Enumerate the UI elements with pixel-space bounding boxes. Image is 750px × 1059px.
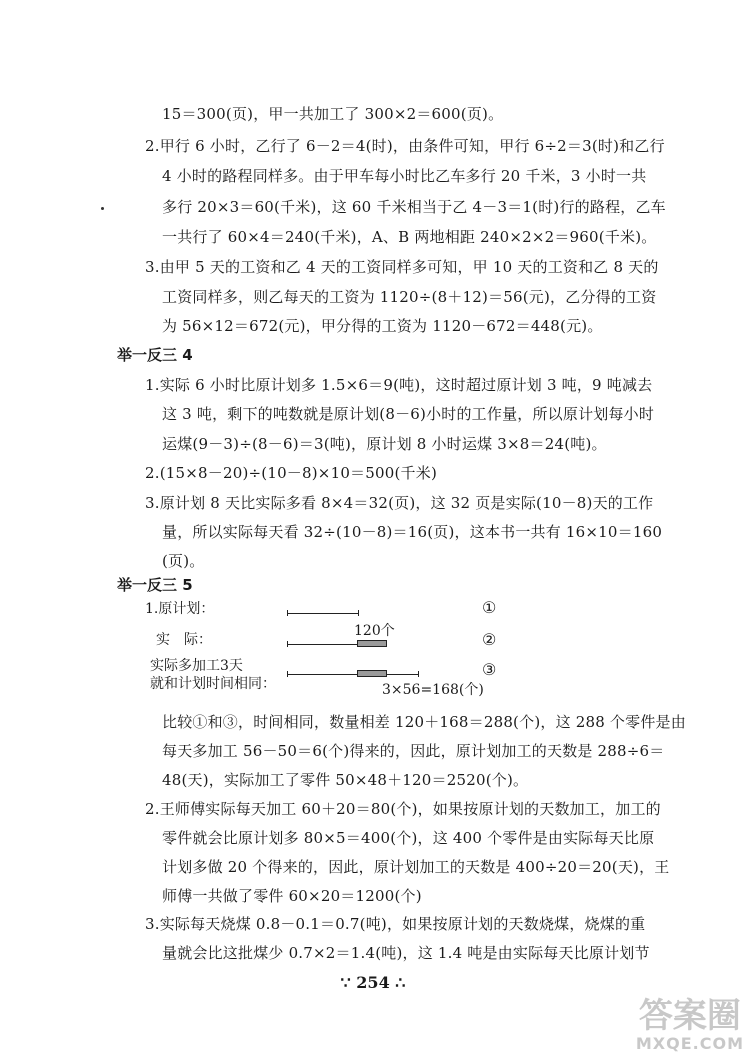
text-line: 15＝300(页)，甲一共加工了 300×2＝600(页)。	[162, 105, 504, 123]
text-line: 师傅一共做了零件 60×20＝1200(个)	[162, 887, 422, 905]
extra-days-segment	[287, 674, 419, 675]
circled-mark-3: ③	[482, 660, 497, 679]
text-line: 量，所以实际每天看 32÷(10－8)＝16(页)，这本书一共有 16×10＝160	[162, 523, 663, 541]
segment-tick	[418, 671, 419, 677]
segment-tick	[358, 610, 359, 616]
text-line: 计划多做 20 个得来的，因此，原计划加工的天数是 400÷20＝20(天)，王	[162, 858, 670, 876]
text-line: 4 小时的路程同样多。由于甲车每小时比乙车多行 20 千米，3 小时一共	[162, 167, 647, 185]
plan-segment	[287, 613, 359, 614]
text-line: 工资同样多，则乙每天的工资为 1120÷(8＋12)＝56(元)，乙分得的工资	[162, 288, 657, 306]
diagram-value-120: 120个	[354, 623, 395, 639]
text-line: 运煤(9－3)÷(8－6)＝3(吨)，原计划 8 小时运煤 3×8＝24(吨)。	[162, 435, 607, 453]
extra-box	[357, 640, 387, 647]
diagram-label-actual: 实 际：	[156, 632, 212, 648]
diagram-label-same-time: 就和计划时间相同：	[150, 676, 276, 692]
diagram-label-extra-days: 实际多加工3天	[150, 658, 243, 674]
text-line: 一共行了 60×4＝240(千米)，A、B 两地相距 240×2×2＝960(千米)。	[162, 228, 657, 246]
text-line: 3.实际每天烧煤 0.8－0.1＝0.7(吨)，如果按原计划的天数烧煤，烧煤的重	[145, 915, 646, 933]
text-line: 1.实际 6 小时比原计划多 1.5×6＝9(吨)，这时超过原计划 3 吨，9 吨减去	[145, 376, 653, 394]
text-line: 比较①和③，时间相同，数量相差 120＋168＝288(个)，这 288 个零件是由	[162, 713, 686, 731]
watermark-logo	[636, 998, 744, 1053]
text-line: (页)。	[162, 552, 205, 570]
text-line: 48(天)，实际加工了零件 50×48＋120＝2520(个)。	[162, 771, 529, 789]
circled-mark-1: ①	[482, 598, 497, 617]
segment-tick	[287, 610, 288, 616]
section-heading-5: 举一反三 5	[117, 576, 193, 594]
segment-tick	[287, 671, 288, 677]
ornament-right: ∴	[395, 973, 406, 992]
actual-segment	[287, 644, 359, 645]
text-line: 2.甲行 6 小时，乙行了 6－2＝4(时)，由条件可知，甲行 6÷2＝3(时)和乙行	[145, 137, 665, 155]
ornament-left: ∵	[340, 973, 351, 992]
text-line: 这 3 吨，剩下的吨数就是原计划(8－6)小时的工作量，所以原计划每小时	[162, 405, 655, 423]
text-line: 3.由甲 5 天的工资和乙 4 天的工资同样多可知，甲 10 天的工资和乙 8 天的	[145, 258, 659, 276]
watermark-main: 答案圈	[638, 996, 741, 1037]
text-line: 2.王师傅实际每天加工 60＋20＝80(个)，如果按原计划的天数加工，加工的	[145, 800, 661, 818]
text-line: 为 56×12＝672(元)，甲分得的工资为 1120－672＝448(元)。	[162, 317, 603, 335]
text-line: 零件就会比原计划多 80×5＝400(个)，这 400 个零件是由实际每天比原	[162, 829, 655, 847]
section-heading-4: 举一反三 4	[117, 346, 193, 364]
text-line: 每天多加工 56－50＝6(个)得来的，因此，原计划加工的天数是 288÷6＝	[162, 742, 665, 760]
page-number-value: 254	[356, 973, 390, 992]
text-line: 多行 20×3＝60(千米)，这 60 千米相当于乙 4－3＝1(时)行的路程，乙车	[162, 198, 666, 216]
extra-box	[357, 670, 387, 677]
page-number	[318, 972, 428, 994]
margin-dot	[101, 207, 104, 210]
diagram-label-plan: 1.原计划：	[145, 601, 215, 617]
circled-mark-2: ②	[482, 630, 497, 649]
text-line: 量就会比这批煤少 0.7×2＝1.4(吨)，这 1.4 吨是由实际每天比原计划节	[162, 944, 650, 962]
watermark-sub: MXQE.COM	[635, 1034, 744, 1054]
diagram-value-168: 3×56=168(个)	[382, 682, 484, 698]
segment-tick	[287, 641, 288, 647]
text-line: 3.原计划 8 天比实际多看 8×4＝32(页)，这 32 页是实际(10－8)天的工作	[145, 494, 654, 512]
text-line: 2.(15×8－20)÷(10－8)×10＝500(千米)	[145, 464, 437, 482]
line-segment-diagram	[145, 595, 530, 698]
